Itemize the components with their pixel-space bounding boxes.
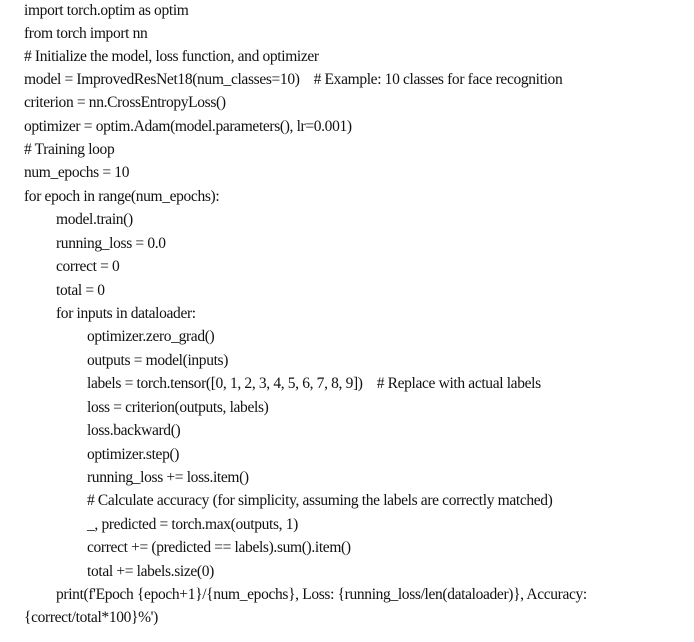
code-line: for epoch in range(num_epochs): [24, 188, 220, 205]
code-line: {correct/total*100}%') [24, 609, 158, 626]
code-line: correct = 0 [56, 258, 120, 275]
code-line: model.train() [56, 211, 133, 228]
code-line: # Calculate accuracy (for simplicity, assuming the labels are correctly matched) [87, 492, 553, 509]
code-line: correct += (predicted == labels).sum().item() [87, 539, 351, 556]
code-line: loss.backward() [87, 422, 181, 439]
code-line: optimizer.step() [87, 446, 180, 463]
code-line: # Training loop [24, 141, 115, 158]
code-line: loss = criterion(outputs, labels) [87, 399, 269, 416]
code-line: optimizer = optim.Adam(model.parameters(), lr=0.001) [24, 118, 352, 135]
code-line: print(f'Epoch {epoch+1}/{num_epochs}, Loss: {running_loss/len(dataloader)}, Accuracy: [56, 586, 587, 603]
code-line: _, predicted = torch.max(outputs, 1) [87, 516, 298, 533]
code-line: model = ImprovedResNet18(num_classes=10) # Example: 10 classes for face recognition [24, 71, 563, 88]
code-line: outputs = model(inputs) [87, 352, 229, 369]
code-line: # Initialize the model, loss function, and optimizer [24, 48, 319, 65]
code-line: labels = torch.tensor([0, 1, 2, 3, 4, 5, 6, 7, 8, 9]) # Replace with actual labels [87, 375, 541, 392]
code-line: from torch import nn [24, 25, 148, 42]
code-line: num_epochs = 10 [24, 164, 130, 181]
code-line: total = 0 [56, 282, 105, 299]
code-line: criterion = nn.CrossEntropyLoss() [24, 94, 226, 111]
code-line: running_loss += loss.item() [87, 469, 249, 486]
code-line: import torch.optim as optim [24, 2, 189, 19]
code-line: running_loss = 0.0 [56, 235, 166, 252]
code-line: total += labels.size(0) [87, 563, 214, 580]
code-line: for inputs in dataloader: [56, 305, 196, 322]
code-line: optimizer.zero_grad() [87, 328, 215, 345]
